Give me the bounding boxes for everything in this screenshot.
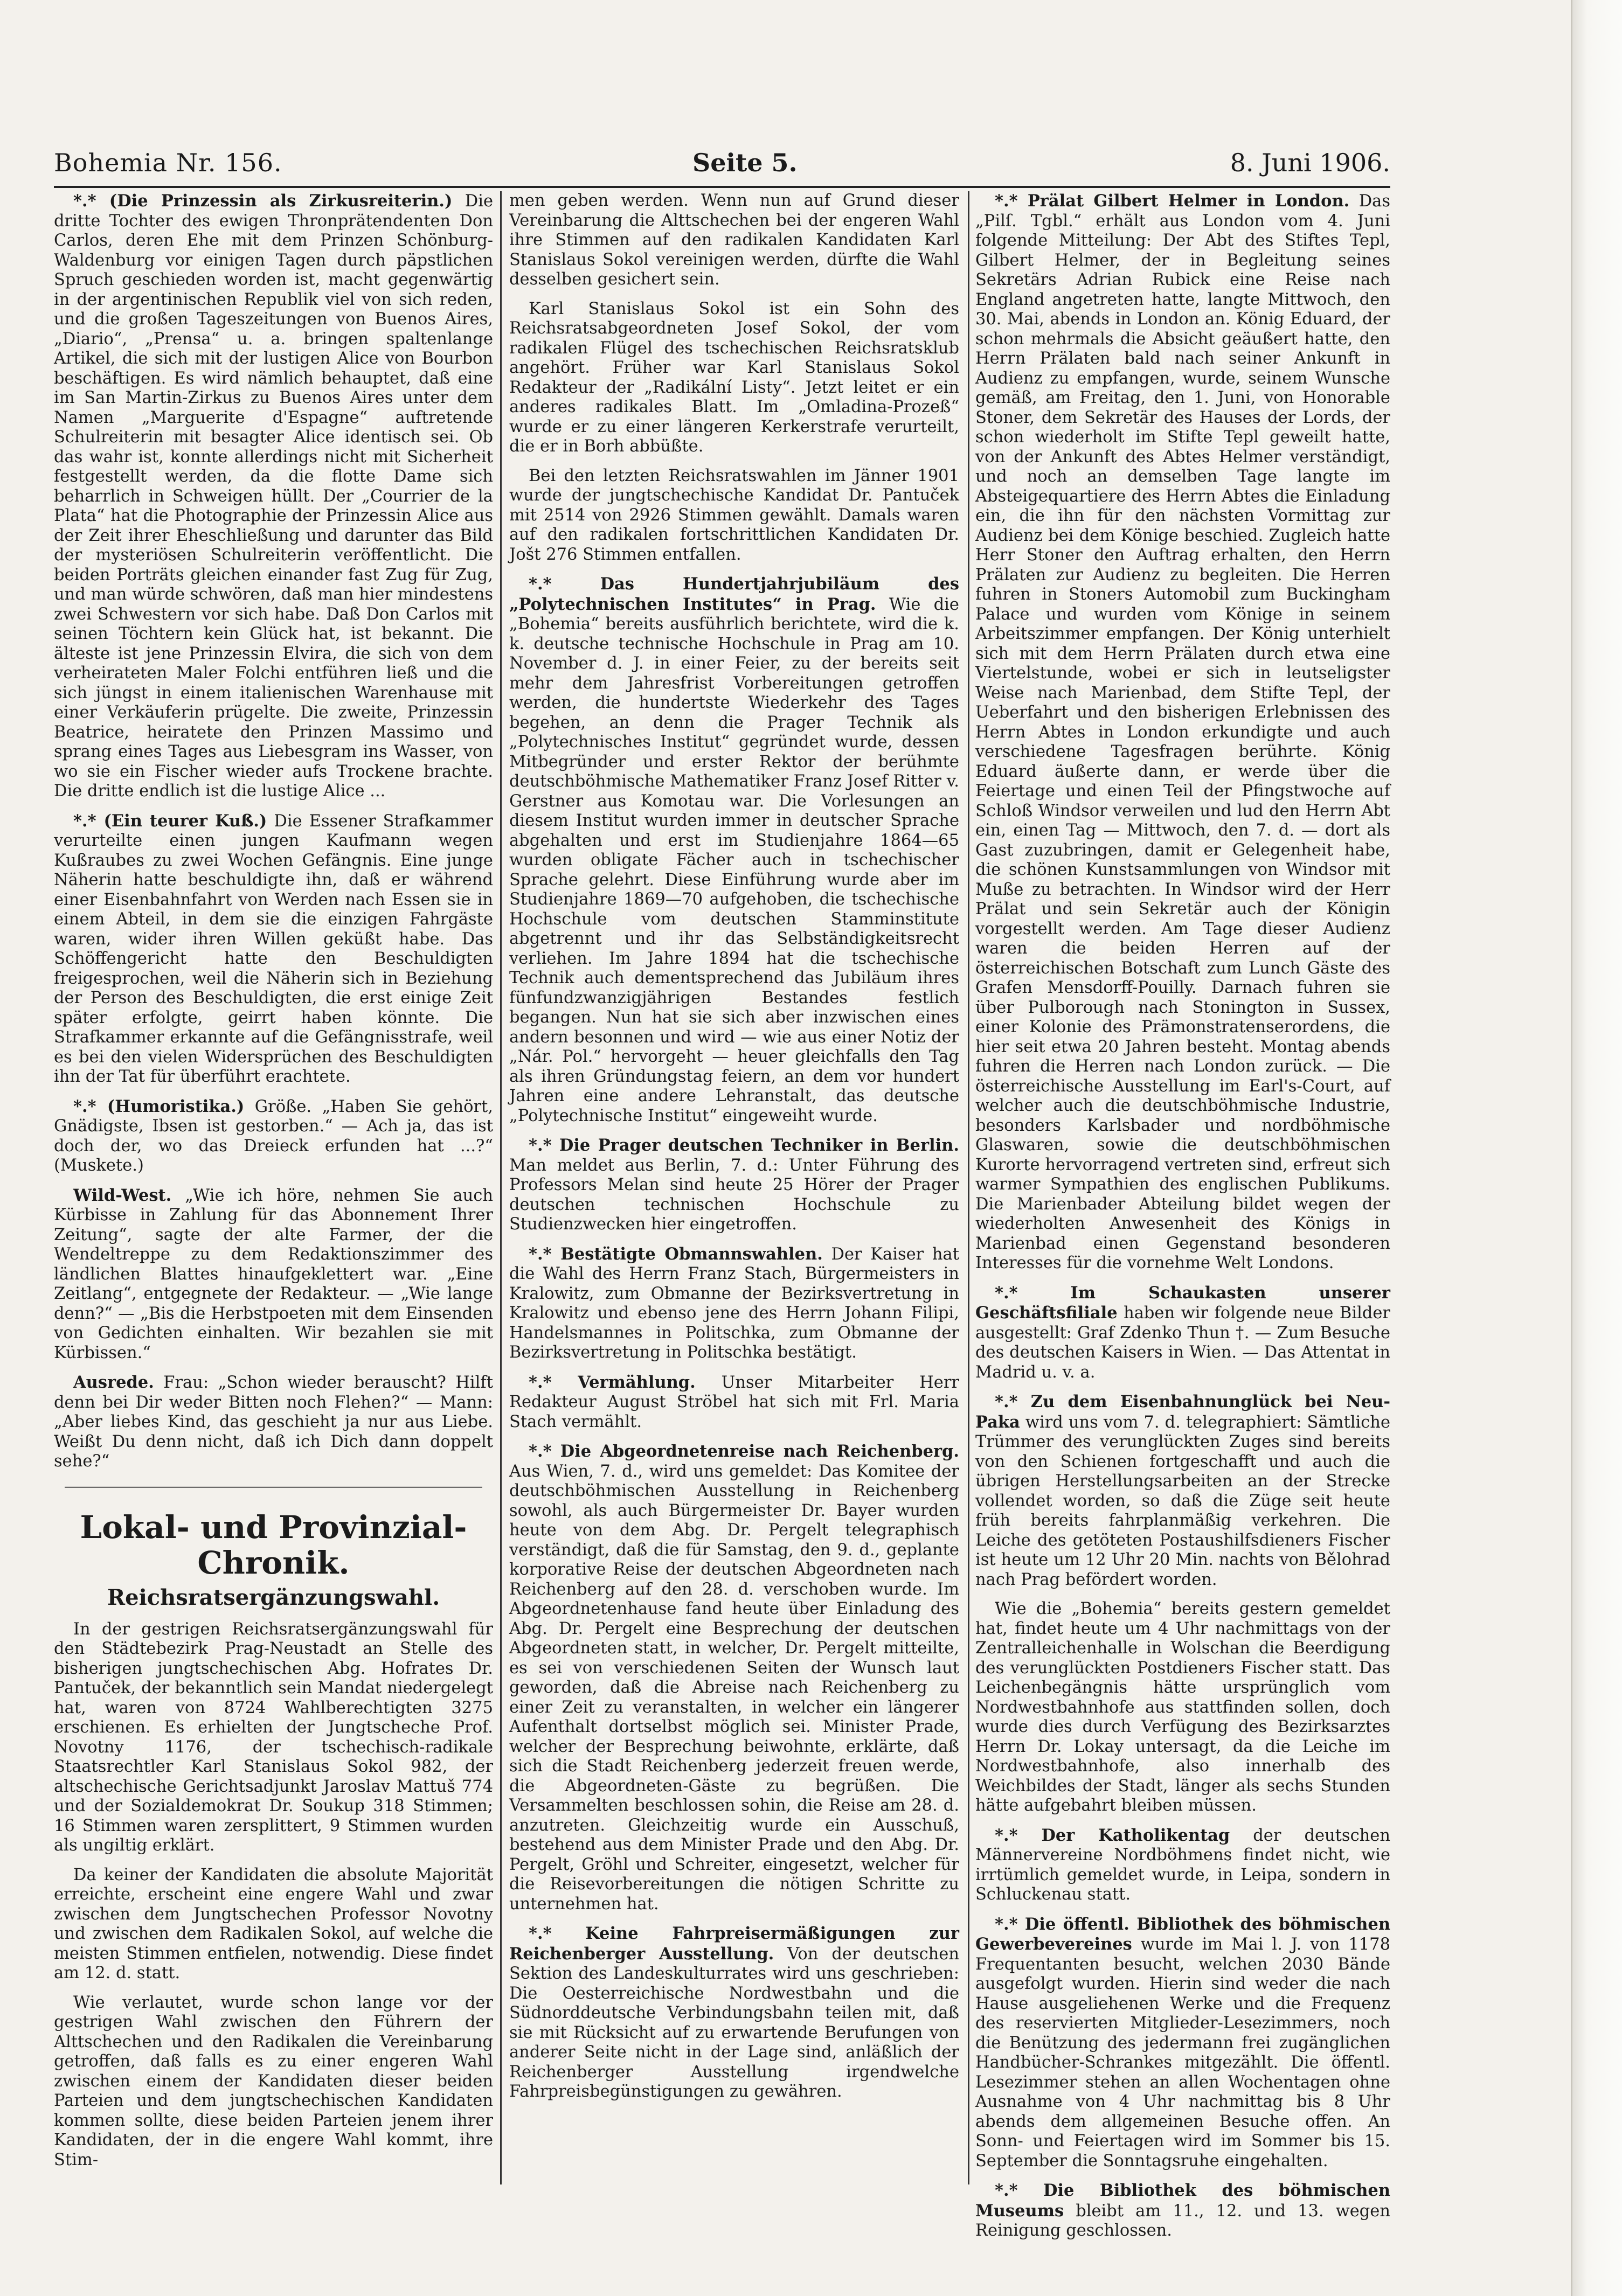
header-issue: Bohemia Nr. 156. <box>54 148 282 177</box>
article-text: Man meldet aus Berlin, 7. d.: Unter Führung des Professors Melan sind heute 25 Hörer der Prager deutschen technischen Hochschule zu Studienzwecken hier eingetroffen. <box>509 1156 959 1234</box>
article-heading: *.* Im Schaukasten unserer Geschäftsfiliale <box>975 1283 1390 1323</box>
article-heading: Ausrede. <box>73 1373 154 1392</box>
article-text: Größe. „Haben Sie gehört, Gnädigste, Ibsen ist gestorben.“ — Ach ja, das ist doch der, wo das Dreieck erfunden hat ...?“ (Muskete.) <box>54 1097 493 1175</box>
article-text: Karl Stanislaus Sokol ist ein Sohn des Reichsratsabgeordneten Josef Sokol, der vom radikalen Flügel des tschechischen Reichsratsklub angehört. Früher war Karl Stanislaus Sokol Redakteur der „Radikální Listy“. Jetzt leitet er ein anderes radikales Blatt. Im „Omladina-Prozeß“ wurde er zu einer längeren Kerkerstrafe verurteilt, die er in Borh abbüßte. <box>509 299 959 456</box>
article-text: Die dritte Tochter des ewigen Thronprätendenten Don Carlos, deren Ehe mit dem Prinzen Schönburg-Waldenburg vor einigen Tagen durch päpstlichen Spruch geschieden worden ist, macht gegenwärtig in der argentinischen Republik viel von sich reden, und die großen Tageszeitungen von Buenos Aires, „Diario“, „Prensa“ u. a. bringen spaltenlange Artikel, die sich mit der lustigen Alice von Bourbon beschäftigen. Es wird nämlich behauptet, daß eine im San Martin-Zirkus zu Buenos Aires unter dem Namen „Marguerite d'Espagne“ auftretende Schulreiterin mit besagter Alice identisch sei. Ob das wahr ist, konnte allerdings nicht mit Sicherheit festgestellt werden, da die flotte Dame sich beharrlich in Schweigen hüllt. Der „Courrier de la Plata“ hat die Photographie der Prinzessin Alice aus der Zeit ihrer Eheschließung und darunter das Bild der mysteriösen Schulreiterin veröffentlicht. Die beiden Porträts gleichen einander fast Zug für Zug, und man würde schwören, daß man hier mindestens zwei Schwestern vor sich habe. Daß Don Carlos mit seinen Töchtern kein Glück hat, ist bekannt. Die älteste ist jene Prinzessin Elvira, die sich von dem verheirateten Maler Folchi entführen ließ und die sich jüngst in einem italienischen Warenhause mit einer Verkäuferin prügelte. Die zweite, Prinzessin Beatrice, heiratete den Prinzen Massimo und sprang eines Tages aus Liebesgram ins Wasser, von wo sie ein Fischer wieder aufs Trockene brachte. Die dritte endlich ist die lustige Alice ... <box>54 192 493 801</box>
article <box>509 467 959 565</box>
article-heading: *.* Das Hundertjahrjubiläum des „Polytechnischen Institutes“ in Prag. <box>509 574 959 614</box>
article-text: Wie verlautet, wurde schon lange vor der gestrigen Wahl zwischen den Führern der Alttschechen und den Radikalen die Vereinbarung getroffen, daß falls es zu einer engeren Wahl zwischen einem der Kandidaten dieser beiden Parteien und dem jungtschechischen Kandidaten kommen sollte, diese beiden Parteien jenem ihrer Kandidaten, der in die engere Wahl kommt, ihre Stim- <box>54 1993 493 2169</box>
article <box>975 1599 1390 1816</box>
article-text: Bei den letzten Reichsratswahlen im Jänner 1901 wurde der jungtschechische Kandidat Dr. Pantuček mit 2514 von 2926 Stimmen gewählt. Damals waren auf den radikalen fortschrittlichen Kandidaten Dr. Jošt 276 Stimmen entfallen. <box>509 466 959 564</box>
article-text: Aus Wien, 7. d., wird uns gemeldet: Das Komitee der deutschböhmischen Ausstellung in Reichenberg sowohl, als auch Bürgermeister Dr. Bayer wurden heute von dem Abg. Dr. Pergelt telegraphisch verständigt, daß die für Samstag, den 9. d., geplante korporative Reise der deutschen Abgeordneten nach Reichenberg auf den 28. d. verschoben wurde. Im Abgeordnetenhause fand heute über Einladung des Abg. Dr. Pergelt eine Besprechung der deutschen Abgeordneten statt, in welcher, Dr. Pergelt mitteilte, es sei von verschiedenen Seiten der Wunsch laut geworden, daß die Abreise nach Reichenberg zu einer Zeit zu veranstalten, in welcher ein längerer Aufenthalt dortselbst möglich sei. Minister Prade, welcher der Besprechung beiwohnte, erklärte, daß sich die Stadt Reichenberg jederzeit freuen werde, die Abgeordneten-Gäste zu begrüßen. Die Versammelten beschlossen sohin, die Reise am 28. d. anzutreten. Gleichzeitig wurde ein Ausschuß, bestehend aus dem Minister Prade und den Abg. Dr. Pergelt, Gröhl und Schreiter, eingesetzt, welcher für die Reisevorbereitungen die nötigen Schritte zu unternehmen hat. <box>509 1462 959 1914</box>
article-text: Wie die „Bohemia“ bereits gestern gemeldet hat, findet heute um 4 Uhr nachmittags von der Zentralleichenhalle in Wolschan die Beerdigung des verunglückten Postdieners Fischer statt. Das Leichenbegängnis hätte ursprünglich vom Nordwestbahnhofe aus stattfinden sollen, doch wurde dies durch Verfügung des Bezirksarztes Herrn Dr. Lokay untersagt, da die Leiche im Nordwestbahnhofe, also innerhalb des Weichbildes der Stadt, länger als sechs Stunden hätte aufgebahrt bleiben müssen. <box>975 1599 1390 1815</box>
header-page-number: Seite 5. <box>692 148 798 177</box>
article <box>509 300 959 457</box>
article-text: Die Essener Strafkammer verurteilte einen jungen Kaufmann wegen Kußraubes zu zwei Wochen Gefängnis. Eine junge Näherin hatte beschuldigte ihn, daß er während einer Eisenbahnfahrt von Werden nach Essen sie in einem Abteil, in dem sie die einzigen Fahrgäste waren, wider ihren Willen geküßt habe. Das Schöffengericht hatte den Beschuldigten freigesprochen, weil die Näherin sich in Beziehung der Person des Beschuldigten, die erst einige Zeit später erfolgte, geirrt haben könnte. Die Strafkammer erkannte auf die Gefängnisstrafe, weil es bei den vielen Widersprüchen des Beschuldigten ihn der Tat für überführt erachtete. <box>54 811 494 1086</box>
article-heading: *.* Die Bibliothek des böhmischen Museums <box>975 2181 1390 2221</box>
column-rule <box>968 191 969 2184</box>
article <box>975 1826 1390 1905</box>
article <box>54 1993 493 2170</box>
article-heading: *.* Prälat Gilbert Helmer in London. <box>995 191 1350 211</box>
article <box>509 1924 959 2102</box>
column-rule <box>500 191 502 2184</box>
article-heading: *.* (Ein teurer Kuß.) <box>73 811 267 831</box>
section-rule <box>65 1486 482 1488</box>
article <box>975 1915 1390 2172</box>
article-text: Der Kaiser hat die Wahl des Herrn Franz Stach, Bürgermeisters in Kralowitz, zum Obmanne der Bezirksvertretung in Kralowitz und ebenso jene des Herrn Johann Filipi, Handelsmannes in Politschka, zum Obmanne der Bezirksvertretung in Politschka bestätigt. <box>509 1244 959 1362</box>
article <box>54 1866 493 1984</box>
page-header <box>54 148 1390 186</box>
header-date: 8. Juni 1906. <box>1230 148 1390 177</box>
article-text: der deutschen Männervereine Nordböhmens findet nicht, wie irrtümlich gemeldet wurde, in Leipa, sondern in Schluckenau statt. <box>975 1826 1390 1904</box>
article-text: In der gestrigen Reichsratsergänzungswahl für den Städtebezirk Prag-Neustadt an Stelle des bisherigen jungtschechischen Abg. Hofrates Dr. Pantuček, der bekanntlich sein Mandat niedergelegt hat, waren von 8724 Wahlberechtigten 3275 erschienen. Es erhielten der Jungtscheche Prof. Novotny 1176, der tschechisch-radikale Staatsrechtler Karl Stanislaus Sokol 982, der altschechische Gerichtsadjunkt Jaroslav Mattuš 774 und der Sozialdemokrat Dr. Soukup 318 Stimmen; 16 Stimmen waren zersplittert, 9 Stimmen wurden als ungiltig erklärt. <box>54 1619 493 1855</box>
article-text: wird uns vom 7. d. telegraphiert: Sämtliche Trümmer des verunglückten Zuges sind bereits von den Schienen fortgeschafft und auch die übrigen Herstellungsarbeiten an der Strecke vollendet worden, so daß die Züge seit heute früh bereits fahrplanmäßig verkehren. Die Leiche des getöteten Postaushilfsdieners Fischer ist heute um 12 Uhr 20 Min. nachts von Bělohrad nach Prag befördert worden. <box>975 1413 1391 1589</box>
article-heading: *.* Die Prager deutschen Techniker in Berlin. <box>529 1136 959 1155</box>
header-rule <box>54 186 1390 188</box>
article-heading: *.* Die Abgeordnetenreise nach Reichenberg. <box>529 1442 959 1461</box>
column-1 <box>54 191 493 2184</box>
article-text: Unser Mitarbeiter Herr Redakteur August Ströbel hat sich mit Frl. Maria Stach vermählt. <box>509 1373 959 1431</box>
article-text: Von der deutschen Sektion des Landeskulturrates wird uns geschrieben: Die Oesterreichische Nordwestbahn und die Südnorddeutsche Verbindungsbahn teilen mit, daß sie mit Rücksicht auf zu erwartende Berufungen von anderer Seite nicht in der Lage sind, anläßlich der Reichenberger Ausstellung irgendwelche Fahrpreisbegünstigungen zu gewähren. <box>509 1944 959 2101</box>
article-heading: *.* (Die Prinzessin als Zirkusreiterin.) <box>73 191 453 211</box>
article-text: wurde im Mai l. J. von 1178 Frequentanten besucht, welchen 2030 Bände ausgefolgt wurden. Hierin sind weder die nach Hause ausgeliehenen Werke und die Frequenz des reservierten Mitglieder-Lesezimmers, noch die Benützung des jedermann frei zugänglichen Handbücher-Schrankes mitgezählt. Die öffentl. Lesezimmer stehen an allen Wochentagen ohne Ausnahme von 4 Uhr nachmittag bis 8 Uhr abends dem allgemeinen Besuche offen. An Sonn- und Feiertagen wird im Sommer bis 15. September die Sonntagsruhe eingehalten. <box>975 1935 1390 2170</box>
article-heading: *.* Zu dem Eisenbahnunglück bei Neu-Paka <box>975 1392 1390 1432</box>
article <box>54 1186 493 1363</box>
article-heading: *.* Vermählung. <box>529 1372 696 1392</box>
article <box>54 811 493 1087</box>
article-text: Das „Pilſ. Tgbl.“ erhält aus London vom 4. Juni folgende Mitteilung: Der Abt des Stiftes Tepl, Gilbert Helmer, der in Begleitung seines Sekretärs Adrian Rubick eine Reise nach England angetreten hatte, langte Mittwoch, den 30. Mai, abends in London an. König Eduard, der schon mehrmals die Absicht geäußert hatte, den Herrn Prälaten bald nach seiner Ankunft in Audienz zu empfangen, wurde, seinem Wunsche gemäß, am Freitag, den 1. Juni, von Honorable Stoner, dem Sekretär des Hauses der Lords, der schon wiederholt im Stifte Tepl geweilt hatte, von der Ankunft des Abtes Helmer verständigt, und noch an demselben Tage langte im Absteigequartiere des Herrn Abtes die Einladung ein, die ihn für den nächsten Vormittag zur Audienz bei dem Könige beschied. Zugleich hatte Herr Stoner den Auftrag erhalten, den Herrn Prälaten zur Audienz zu begleiten. Die Herren fuhren in Stoners Automobil zum Buckingham Palace und wurden vom Könige in seinem Arbeitszimmer empfangen. Der König unterhielt sich mit dem Herrn Prälaten durch etwa eine Viertelstunde, wobei er sich in leutseligster Weise nach Marienbad, dem Stifte Tepl, der Ueberfahrt und den bisherigen Erlebnissen des Herrn Abtes in London erkundigte und auch verschiedene Tagesfragen berührte. König Eduard äußerte dann, er werde über die Feiertage und einen Teil der Pfingstwoche auf Schloß Windsor verweilen und lud den Herrn Abt ein, einen Tag — Mittwoch, den 7. d. — dort als Gast zuzubringen, damit er Gelegenheit habe, die schönen Kunstsammlungen von Windsor mit Muße zu betrachten. In Windsor wird der Herr Prälat und sein Sekretär auch der Königin vorgestellt werden. Am Tage dieser Audienz waren die beiden Herren auf der österreichischen Botschaft zum Lunch Gäste des Grafen Mensdorff-Pouilly. Darnach fuhren sie über Pulborough nach Stonington in Sussex, einer Kolonie des Prämonstratenserordens, die hier seit etwa 20 Jahren besteht. Montag abends fuhren die Herren nach London zurück. — Die österreichische Ausstellung im Earl's-Court, auf welcher auch die deutschböhmische Industrie, besonders Karlsbader und nordböhmische Glaswaren, sowie die deutschböhmischen Kurorte hervorragend vertreten sind, erfreut sich warmer Sympathien des englischen Publikums. Die Marienbader Abteilung bildet wegen der wiederholten Anwesenheit des Königs in Marienbad einen Gegenstand besonderen Interesses für die vornehme Welt Londons. <box>975 192 1390 1272</box>
article-text: Da keiner der Kandidaten die absolute Majorität erreichte, erscheint eine engere Wahl und zwar zwischen dem Jungtschechen Professor Novotny und zwischen dem Radikalen Sokol, auf welche die meisten Stimmen entfielen, notwendig. Diese findet am 12. d. statt. <box>54 1865 493 1982</box>
article <box>975 1283 1390 1383</box>
article-text: bleibt am 11., 12. und 13. wegen Reinigung geschlossen. <box>975 2201 1390 2240</box>
article <box>509 1442 959 1914</box>
article <box>975 2181 1390 2241</box>
article-text: Wie die „Bohemia“ bereits ausführlich berichtete, wird die k. k. deutsche technische Hochschule in Prag am 10. November d. J. in einer Feier, zu der bereits seit mehr dem Jahresfrist Vorbereitungen getroffen werden, die hundertste Wiederkehr des Tages begehen, an denn die Prager Technik als „Polytechnisches Institut“ gegründet wurde, dessen Mitbegründer und erster Rektor der berühmte deutschböhmische Mathematiker Franz Josef Ritter v. Gerstner aus Komotau war. Die Vorlesungen an diesem Institut wurden immer in deutscher Sprache abgehalten und erst im Studienjahre 1864—65 wurden obligate Fächer auch in tschechischer Sprache gelehrt. Diese Einführung wurde aber im Studienjahre 1869—70 aufgehoben, die tschechische Hochschule vom deutschen Stamminstitute abgetrennt und ihr das Selbständigkeitsrecht verliehen. Im Jahre 1894 hat die tschechische Technik auch dementsprechend das Jubiläum ihres fünfundzwanzigjährigen Bestandes festlich begangen. Nun hat sie sich aber inzwischen eines andern besonnen und wird — wie aus einer Notiz der „Nár. Pol.“ hervorgeht — heuer gleichfalls den Tag als ihren Gründungstag feiern, an dem vor hundert Jahren eine andere Lehranstalt, das deutsche „Polytechnische Institut“ eingeweiht wurde. <box>509 595 959 1125</box>
article-heading: *.* Keine Fahrpreisermäßigungen zur Reichenberger Ausstellung. <box>509 1924 959 1964</box>
article-text: haben wir folgende neue Bilder ausgestellt: Graf Zdenko Thun †. — Zum Besuche des deutschen Kaisers in Wien. — Das Attentat in Madrid u. v. a. <box>975 1304 1390 1382</box>
article <box>54 1373 493 1472</box>
article <box>509 1373 959 1432</box>
article <box>509 191 959 290</box>
article <box>54 191 493 802</box>
article <box>975 1392 1390 1590</box>
article <box>54 1097 493 1176</box>
article-heading: Wild-West. <box>73 1185 172 1205</box>
section-subtitle: Reichsratsergänzungswahl. <box>107 1584 440 1610</box>
article <box>54 1620 493 1856</box>
article-text: „Wie ich höre, nehmen Sie auch Kürbisse in Zahlung für das Abonnement Ihrer Zeitung“, sagte der alte Farmer, der die Wendeltreppe zu dem Redaktionszimmer des ländlichen Blattes hinaufgeklettert war. „Eine Zeitlang“, entgegnete der Redakteur. — „Wie lange denn?“ — „Bis die Herbstpoeten mit dem Einsenden von Gedichten einhalten. Wir bezahlen sie mit Kürbissen.“ <box>54 1186 493 1362</box>
article <box>975 191 1390 1274</box>
article-text: Frau: „Schon wieder berauscht? Hilft denn bei Dir weder Bitten noch Flehen?“ — Mann: „Aber liebes Kind, das geschieht ja nur aus Liebe. Weißt Du denn nicht, daß ich Dich dann doppelt sehe?“ <box>54 1373 493 1471</box>
scan-border <box>1571 0 1622 2296</box>
article <box>509 1244 959 1363</box>
article-text: men geben werden. Wenn nun auf Grund dieser Vereinbarung die Alttschechen bei der engeren Wahl ihre Stimmen auf den radikalen Kandidaten Karl Stanislaus Sokol vereinigen werden, dürfte die Wahl desselben gesichert sein. <box>509 191 959 289</box>
article-heading: *.* Der Katholikentag <box>995 1825 1230 1845</box>
article-heading: *.* Die öffentl. Bibliothek des böhmischen Gewerbevereines <box>975 1914 1390 1954</box>
article-heading: *.* (Humoristika.) <box>73 1096 245 1116</box>
section-title: Lokal- und Provinzial-Chronik. <box>80 1508 467 1581</box>
column-2 <box>509 191 959 2184</box>
article <box>509 574 959 1126</box>
article-heading: *.* Bestätigte Obmannswahlen. <box>529 1244 823 1264</box>
column-3 <box>975 191 1391 2240</box>
article <box>509 1136 959 1235</box>
